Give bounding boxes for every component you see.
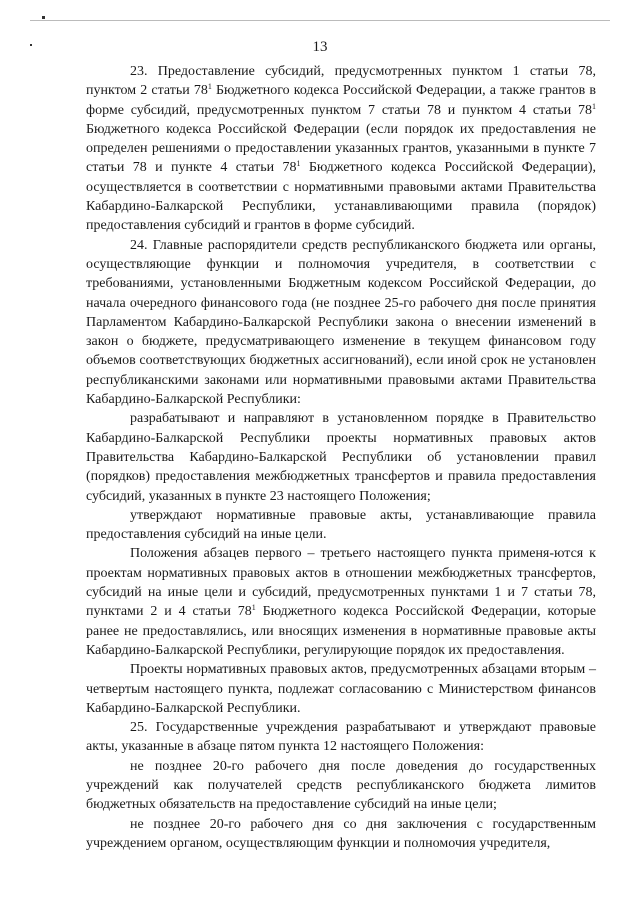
superscript: 1: [296, 159, 301, 169]
superscript: 1: [251, 603, 256, 613]
paragraph-text: 24. Главные распорядители средств республиканского бюджета или органы, осуществляющие функции и полномочия учредителя, в соответствии с требованиями, установленными Бюджетным кодексом Российской Федерации, до начала очередного финансового года (не позднее 25-го рабочего дня после принятия Парламентом Кабардино-Балкарской Республики закона о внесении изменений в закон о бюджете, предусматривающего изменение в текущем финансовом году объемов соответствующих бюджетных ассигнований), если иной срок не установлен республиканскими законами или нормативными правовыми актами Правительства Кабардино-Балкарской Республики:: [86, 237, 596, 408]
paragraph-text: Бюджетного кодекса Российской Федерации (если порядок их предоставления не определен решениями о предоставлении указанных грантов, указанными в пункте 7 статьи 78 и пункте 4 статьи 78: [86, 121, 596, 176]
paragraph-p25: [86, 718, 596, 757]
paragraph-p24: [86, 236, 596, 410]
paragraph-text: не позднее 20-го рабочего дня после доведения до государственных учреждений как получателей средств республиканского бюджета лимитов бюджетных обязательств на предоставление субсидий на иные цели;: [86, 758, 596, 813]
paragraph-text: не позднее 20-го рабочего дня со дня заключения с государственным учреждением органом, осуществляющим функции и полномочия учредителя,: [86, 816, 596, 851]
paragraph-text: Положения абзацев первого – третьего настоящего пункта применя-ются к проектам нормативных правовых актов в отношении межбюджетных трансфертов, субсидий на иные цели и субсидий, предусмотренных пунктами 1 и 7 статьи 78, пунктами 2 и 4 статьи 78: [86, 546, 596, 620]
paragraph-p24-4: [86, 660, 596, 718]
paragraph-text: Бюджетного кодекса Российской Федерации), осуществляется в соответствии с нормативными правовыми актами Правительства Кабардино-Балкарской Республики, устанавливающими правила (порядок) предоставления субсидий и грантов в форме субсидий.: [86, 160, 596, 234]
paragraph-text: Бюджетного кодекса Российской Федерации, а также грантов в форме субсидий, предусмотренных пунктом 7 статьи 78 и пунктом 4 статьи 78: [86, 83, 596, 118]
paragraph-text: Бюджетного кодекса Российской Федерации, которые ранее не предоставлялись, или вносящих изменения в нормативные правовые акты Кабардино-Балкарской Республики, регулирующие порядок их предоставления.: [86, 604, 596, 658]
paragraph-p24-2: [86, 506, 596, 545]
paragraph-text: 23. Предоставление субсидий, предусмотренных пунктом 1 статьи 78, пунктом 2 статьи 78: [86, 64, 596, 99]
superscript: 1: [207, 82, 212, 92]
superscript: 1: [592, 101, 596, 111]
paragraph-text: Проекты нормативных правовых актов, предусмотренных абзацами вторым – четвертым настоящего пункта, подлежат согласованию с Министерством финансов Кабардино-Балкарской Республики.: [86, 662, 596, 716]
paragraph-p25-1: [86, 757, 596, 815]
paragraph-p24-1: [86, 409, 596, 505]
paragraph-p23: [86, 62, 596, 236]
scan-mark: [42, 16, 45, 19]
paragraph-text: разрабатывают и направляют в установленном порядке в Правительство Кабардино-Балкарской Республики проекты нормативных правовых актов Правительства Кабардино-Балкарской Республики об установлении правил (порядков) предоставления межбюджетных трансфертов и правила предоставления субсидий, указанных в пункте 23 настоящего Положения;: [86, 411, 596, 504]
top-rule: [30, 20, 610, 21]
paragraph-p24-3: [86, 544, 596, 660]
paragraph-text: 25. Государственные учреждения разрабатывают и утверждают правовые акты, указанные в абзаце пятом пункта 12 настоящего Положения:: [86, 720, 596, 755]
paragraph-text: утверждают нормативные правовые акты, устанавливающие правила предоставления субсидий на иные цели.: [86, 507, 596, 543]
document-body: [86, 62, 596, 853]
paragraph-p25-2: [86, 815, 596, 854]
page-number: 13: [312, 39, 328, 55]
